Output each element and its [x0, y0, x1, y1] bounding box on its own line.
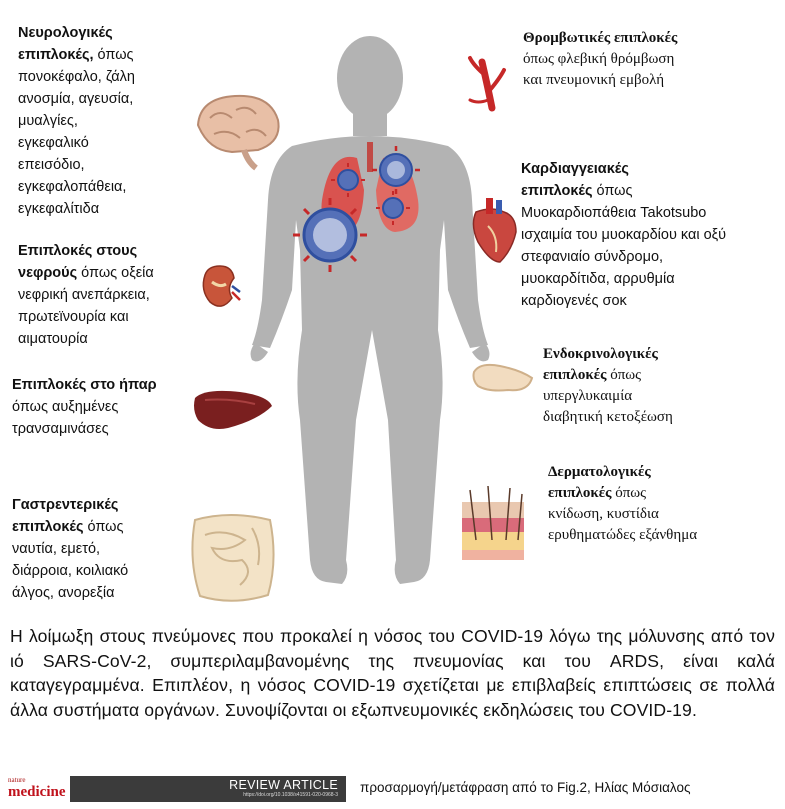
cardio-block [521, 158, 781, 312]
cardio-title2: επιπλοκές [521, 183, 593, 199]
neuro-item: επεισόδιο, [18, 157, 85, 173]
thrombo-item: και πνευμονική εμβολή [523, 72, 665, 88]
gastro-title2: επιπλοκές [12, 519, 84, 535]
endo-item: υπεργλυκαιμία [543, 388, 633, 404]
cardio-title: Καρδιαγγειακές [521, 161, 629, 177]
gastro-block [12, 494, 192, 604]
cardio-item: μυοκαρδίτιδα, αρρυθμία [521, 271, 675, 287]
thrombo-item: όπως φλεβική θρόμβωση [523, 51, 675, 67]
derma-title: Δερματολογικές [548, 464, 651, 480]
liver-item: τρανσαμινάσες [12, 421, 109, 437]
brain-icon [198, 96, 279, 168]
kidney-block [18, 240, 198, 350]
kidney-text: όπως οξεία [77, 265, 154, 281]
neuro-item: εγκεφαλικό [18, 135, 89, 151]
nature-medicine-logo: nature medicine [8, 776, 66, 800]
endo-title2: επιπλοκές [543, 367, 607, 383]
kidney-item: νεφρική ανεπάρκεια, [18, 287, 150, 303]
pancreas-icon [474, 365, 533, 391]
kidney-title: Επιπλοκές στους [18, 243, 138, 259]
skin-icon [462, 486, 524, 560]
virus-large [293, 198, 367, 272]
kidney-icon [203, 266, 240, 306]
endo-text: όπως [606, 367, 642, 383]
liver-icon [194, 391, 272, 429]
kidney-item: αιματουρία [18, 331, 88, 347]
credit-text: προσαρμογή/μετάφραση από το Fig.2, Ηλίας Μόσιαλος [360, 780, 691, 795]
gastro-text: όπως [83, 519, 124, 535]
cardio-item: Μυοκαρδιοπάθεια Takotsubo [521, 205, 707, 221]
neuro-item: πονοκέφαλο, ζάλη [18, 69, 135, 85]
review-article-banner [70, 776, 346, 802]
derma-text: όπως [611, 485, 647, 501]
cardio-item: στεφανιαίο σύνδρομο, [521, 249, 664, 265]
derma-item: κνίδωση, κυστίδια [548, 506, 659, 522]
thrombo-title: Θρομβωτικές επιπλοκές [523, 30, 678, 46]
liver-item: όπως αυξημένες [12, 399, 119, 415]
derma-title2: επιπλοκές [548, 485, 612, 501]
doi-link[interactable]: https://doi.org/10.1038/s41591-020-0968-3 [243, 792, 338, 798]
gastro-item: ναυτία, εμετό, [12, 541, 101, 557]
liver-title: Επιπλοκές στο ήπαρ [12, 377, 157, 393]
derma-item: ερυθηματώδες εξάνθημα [548, 527, 698, 543]
neuro-title2: επιπλοκές, [18, 47, 94, 63]
blood-vessels-icon [470, 58, 504, 108]
thrombo-block [523, 28, 753, 91]
intestines-icon [192, 515, 273, 601]
liver-block [12, 374, 192, 440]
endo-item: διαβητική κετοξέωση [543, 409, 673, 425]
gastro-title: Γαστρεντερικές [12, 497, 119, 513]
endo-title: Ενδοκρινολογικές [543, 346, 658, 362]
neuro-text: όπως [93, 47, 134, 63]
journal-footer [8, 776, 346, 802]
cardio-text: όπως [592, 183, 633, 199]
neuro-item: εγκεφαλοπάθεια, [18, 179, 127, 195]
kidney-item: πρωτεϊνουρία και [18, 309, 129, 325]
neuro-item: μυαλγίες, [18, 113, 78, 129]
cardio-item: καρδιογενές σοκ [521, 293, 627, 309]
cardio-item: ισχαιμία του μυοκαρδίου και οξύ [521, 227, 727, 243]
kidney-title2: νεφρούς [18, 265, 78, 281]
human-body-silhouette [251, 36, 490, 584]
gastro-item: διάρροια, κοιλιακό [12, 563, 129, 579]
heart-icon [473, 198, 516, 262]
neuro-title: Νευρολογικές [18, 25, 113, 41]
endo-block [543, 344, 763, 428]
neuro-item: εγκεφαλίτιδα [18, 201, 100, 217]
gastro-item: άλγος, ανορεξία [12, 585, 115, 601]
neuro-item: ανοσμία, αγευσία, [18, 91, 134, 107]
summary-paragraph: Η λοίμωξη στους πνεύμονες που προκαλεί η νόσος του COVID-19 λόγω της μόλυνσης από τον ιό SARS-CoV-2, συμπεριλαμβανομένης της πνευμονίας και του ARDS, είναι καλά καταγεγραμμένα. Επιπλέον, η νόσος COVID-19 σχετίζεται με επιβλαβείς επιπτώσεις σε πολλά άλλα συστήματα οργάνων. Συνοψίζονται οι εξωπνευμονικές εκδηλώσεις του COVID-19. [10, 626, 775, 720]
article-type: REVIEW ARTICLE [229, 778, 338, 792]
neuro-block [18, 22, 188, 220]
derma-block [548, 462, 773, 546]
